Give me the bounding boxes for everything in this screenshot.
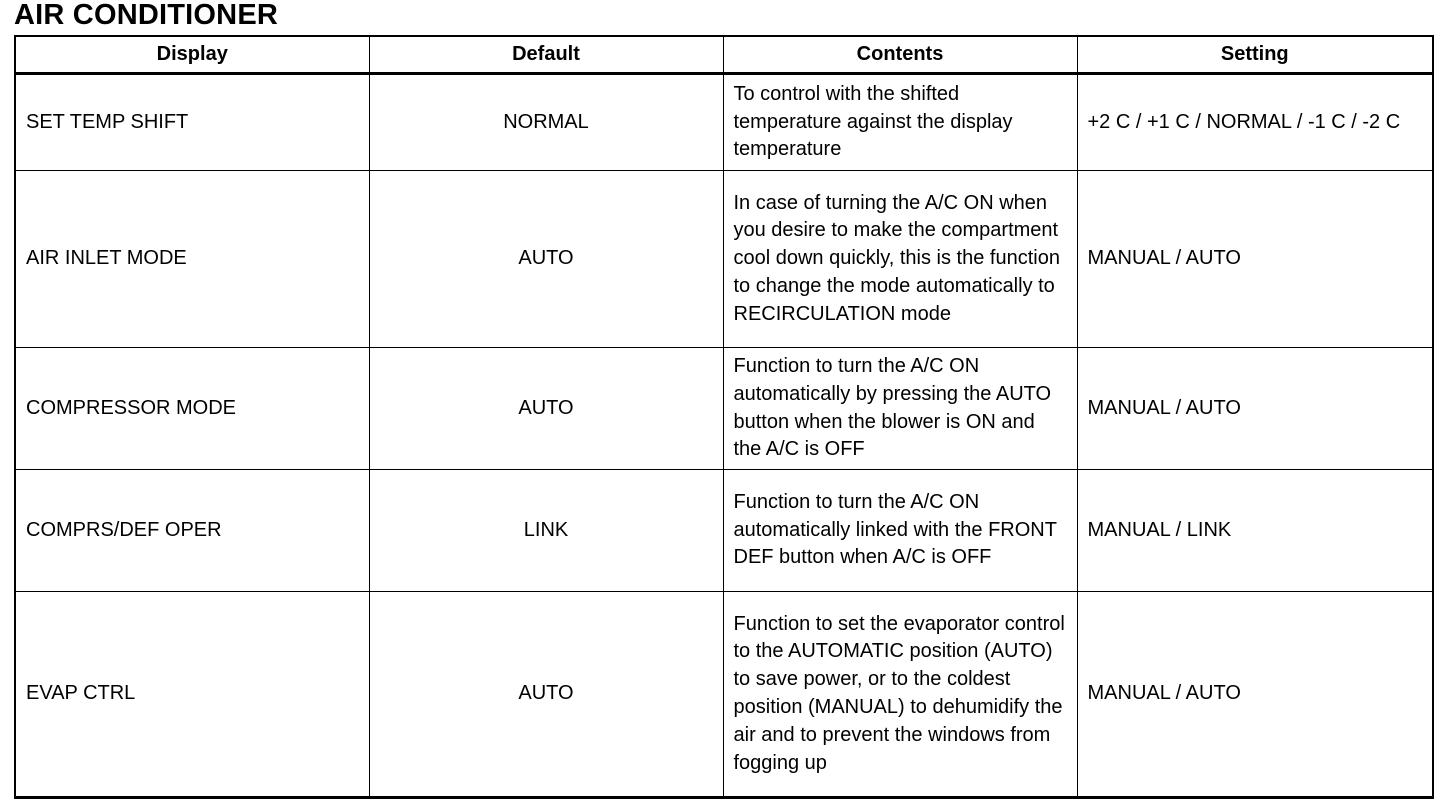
cell-default: NORMAL — [369, 74, 723, 171]
cell-setting: MANUAL / AUTO — [1077, 592, 1433, 798]
page-title: AIR CONDITIONER — [14, 0, 278, 31]
cell-contents: Function to turn the A/C ON automatically linked with the FRONT DEF button when A/C is OFF — [723, 470, 1077, 592]
cell-contents: Function to turn the A/C ON automatically by pressing the AUTO button when the blower is ON and the A/C is OFF — [723, 348, 1077, 470]
table-header-row — [15, 36, 1433, 74]
cell-default: LINK — [369, 470, 723, 592]
cell-setting: +2 C / +1 C / NORMAL / -1 C / -2 C — [1077, 74, 1433, 171]
table-row — [15, 171, 1433, 348]
cell-default: AUTO — [369, 348, 723, 470]
cell-display: EVAP CTRL — [15, 592, 369, 798]
settings-table — [14, 35, 1434, 799]
cell-display: COMPRESSOR MODE — [15, 348, 369, 470]
cell-display: SET TEMP SHIFT — [15, 74, 369, 171]
cell-contents: To control with the shifted temperature against the display temperature — [723, 74, 1077, 171]
header-contents: Contents — [723, 36, 1077, 74]
table-row — [15, 470, 1433, 592]
cell-setting: MANUAL / LINK — [1077, 470, 1433, 592]
header-setting: Setting — [1077, 36, 1433, 74]
header-display: Display — [15, 36, 369, 74]
cell-setting: MANUAL / AUTO — [1077, 348, 1433, 470]
cell-setting: MANUAL / AUTO — [1077, 171, 1433, 348]
cell-default: AUTO — [369, 171, 723, 348]
table-row — [15, 74, 1433, 171]
header-default: Default — [369, 36, 723, 74]
cell-contents: Function to set the evaporator control to the AUTOMATIC position (AUTO) to save power, or to the coldest position (MANUAL) to dehumidify the air and to prevent the windows from fogging up — [723, 592, 1077, 798]
cell-display: COMPRS/DEF OPER — [15, 470, 369, 592]
cell-display: AIR INLET MODE — [15, 171, 369, 348]
cell-contents: In case of turning the A/C ON when you desire to make the compartment cool down quickly, this is the function to change the mode automatically to RECIRCULATION mode — [723, 171, 1077, 348]
cell-default: AUTO — [369, 592, 723, 798]
table-row — [15, 592, 1433, 798]
table-row — [15, 348, 1433, 470]
